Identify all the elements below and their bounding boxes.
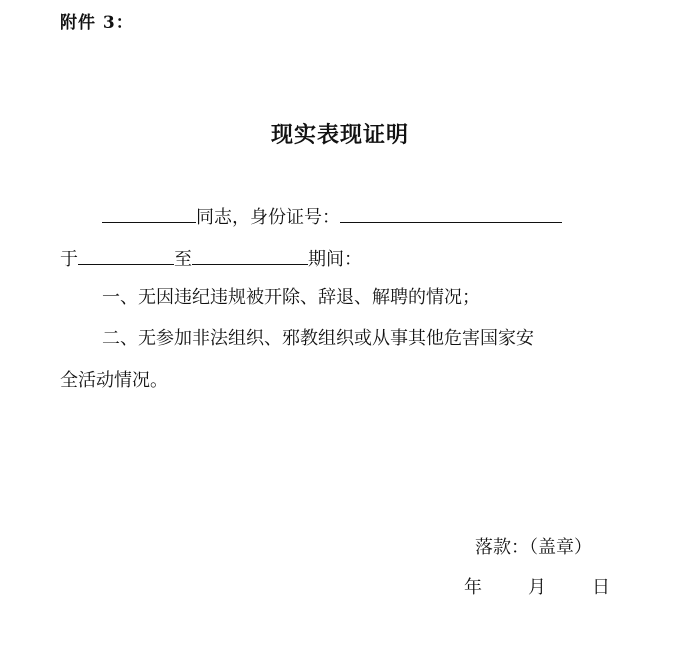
month-label: 月 [528, 577, 546, 598]
id-number-blank[interactable] [340, 202, 562, 223]
end-date-blank[interactable] [192, 244, 308, 265]
date-line [464, 576, 610, 600]
period-prefix: 于 [60, 249, 78, 270]
day-label: 日 [592, 577, 610, 598]
document-title: 现实表现证明 [270, 122, 409, 148]
period-line [60, 244, 362, 272]
attachment-label: 附件 3： [60, 13, 134, 33]
period-suffix: 期间： [308, 249, 362, 270]
year-label: 年 [464, 577, 482, 598]
statement-item-2: 二、无参加非法组织、邪教组织或从事其他危害国家安 [102, 328, 534, 349]
start-date-blank[interactable] [78, 244, 174, 265]
comrade-id-label: 同志，身份证号： [196, 207, 340, 228]
name-blank[interactable] [102, 202, 196, 223]
period-to: 至 [174, 249, 192, 270]
signature-stamp-label: 落款：（盖章） [475, 537, 592, 558]
statement-item-2-continued: 全活动情况。 [60, 370, 168, 391]
name-id-line [102, 202, 562, 230]
statement-item-1: 一、无因违纪违规被开除、辞退、解聘的情况； [102, 287, 480, 308]
